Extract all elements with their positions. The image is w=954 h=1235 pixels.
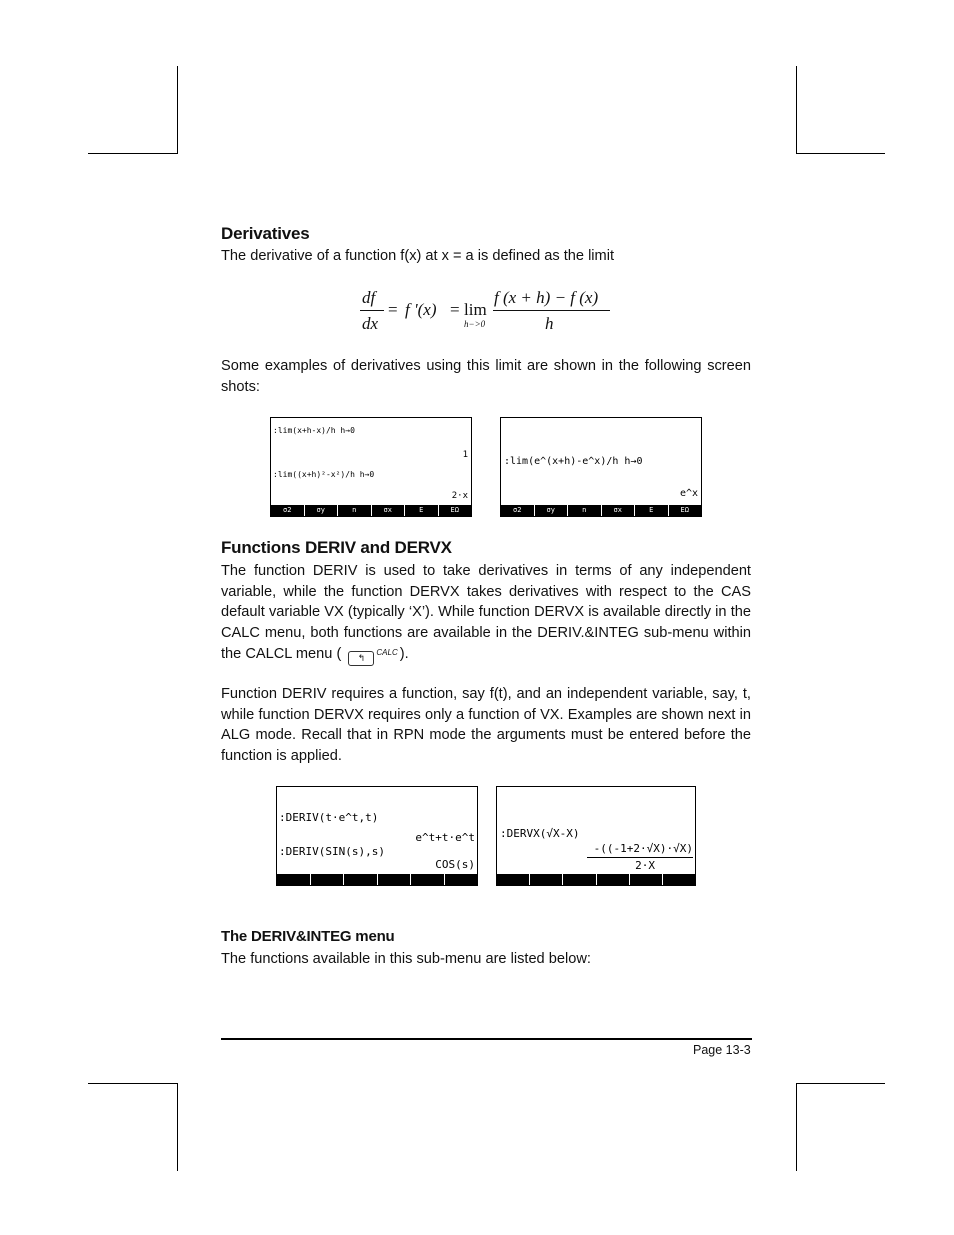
- crop-mark: [797, 153, 885, 154]
- heading-deriv-integ-menu: The DERIV&INTEG menu: [221, 928, 395, 945]
- formula-equals-2: =: [450, 300, 460, 319]
- softkey: σx: [602, 505, 636, 516]
- paragraph-definition: The derivative of a function f(x) at x = a is defined as the limit: [221, 248, 615, 264]
- screen-line-1: :DERVX(√X-X): [500, 827, 580, 840]
- softkey: σx: [372, 505, 406, 516]
- crop-mark: [797, 1083, 885, 1084]
- paragraph-examples: Some examples of derivatives using this limit are shown in the following screen shots:: [221, 358, 751, 395]
- heading-deriv-dervx: Functions DERIV and DERVX: [221, 538, 452, 557]
- softkey: [497, 874, 530, 885]
- calculator-screen-deriv: [276, 786, 478, 886]
- softkey: [563, 874, 596, 885]
- crop-mark: [177, 1083, 178, 1171]
- crop-mark: [796, 66, 797, 154]
- paragraph-deriv-intro: [221, 561, 751, 666]
- screen-result-2: 2·x: [451, 491, 468, 501]
- softkey: E: [405, 505, 439, 516]
- screen-result-1: e^t+t·e^t: [415, 831, 475, 844]
- softkey: σ2: [271, 505, 305, 516]
- softkey: [530, 874, 563, 885]
- softkey-bar: [501, 505, 701, 516]
- formula-denominator: h: [545, 314, 554, 333]
- softkey: σ2: [501, 505, 535, 516]
- crop-mark: [177, 66, 178, 154]
- softkey-bar: [497, 874, 695, 885]
- softkey: [663, 874, 695, 885]
- calculator-screen-limit-right: [500, 417, 702, 517]
- softkey: [344, 874, 378, 885]
- formula-df: df: [362, 288, 376, 307]
- calculator-screen-limit-left: [270, 417, 472, 517]
- softkey: E: [635, 505, 669, 516]
- softkey: [597, 874, 630, 885]
- left-shift-key-icon: ↰: [348, 651, 374, 666]
- softkey: [311, 874, 345, 885]
- screen-line-2: :DERIV(SIN(s),s): [279, 845, 385, 858]
- softkey: σy: [535, 505, 569, 516]
- paragraph-menu: The functions available in this sub-menu are listed below:: [221, 951, 591, 967]
- crop-mark: [88, 1083, 177, 1084]
- screen-result-fraction-bar: [587, 857, 693, 858]
- screen-line-2: :lim((x+h)²-x²)/h h→0: [273, 470, 375, 479]
- page-number: Page 13-3: [693, 1043, 751, 1057]
- softkey: [277, 874, 311, 885]
- paragraph-deriv-intro-text: The function DERIV is used to take derivatives in terms of any independent variable, while the function DERVX takes derivatives with respect to the CAS default variable VX (typically ‘X’). While function DERVX is available directly in the CALC menu, both functions are available in the DERIV.&INTEG sub-menu within the CALCL menu (: [221, 563, 751, 662]
- footer-rule: [221, 1038, 752, 1040]
- softkey-bar: [277, 874, 477, 885]
- screen-result-1: e^x: [679, 488, 698, 499]
- crop-mark: [796, 1083, 797, 1171]
- formula-numerator: f (x + h) − f (x): [494, 288, 599, 307]
- softkey: EΩ: [680, 506, 689, 514]
- formula-equals-1: =: [388, 300, 398, 319]
- derivative-limit-formula: [360, 286, 620, 338]
- screen-line-1: :DERIV(t·e^t,t): [279, 811, 379, 824]
- formula-lim-subscript: h−>0: [464, 319, 486, 329]
- paragraph-deriv-intro-end: ).: [399, 646, 409, 662]
- crop-mark: [88, 153, 177, 154]
- formula-fprime: f '(x): [405, 300, 437, 319]
- formula-lim: lim: [464, 300, 487, 319]
- formula-dx: dx: [362, 314, 379, 333]
- softkey: EΩ: [450, 506, 459, 514]
- screen-line-1: :lim(x+h-x)/h h→0: [273, 426, 355, 435]
- calc-key-label: CALC: [376, 648, 398, 657]
- formula-fraction-bar-left: [360, 310, 384, 311]
- softkey: n: [568, 505, 602, 516]
- softkey-bar: [271, 505, 471, 516]
- softkey: n: [338, 505, 372, 516]
- paragraph-deriv-usage: Function DERIV requires a function, say f(t), and an independent variable, say, t, while function DERVX requires only a function of VX. Examples are shown next in ALG mode. Recall that in RPN mode the arguments must be entered before the function is applied.: [221, 686, 751, 764]
- screen-line-1: :lim(e^(x+h)-e^x)/h h→0: [504, 456, 643, 467]
- screen-result-1: 1: [462, 450, 468, 460]
- calculator-screen-dervx: [496, 786, 696, 886]
- softkey: [630, 874, 663, 885]
- screen-result-numerator: -((-1+2·√X)·√X): [593, 842, 693, 855]
- softkey: σy: [305, 505, 339, 516]
- screen-result-denominator: 2·X: [635, 859, 655, 872]
- screen-result-2: COS(s): [435, 858, 475, 871]
- softkey: [378, 874, 412, 885]
- softkey: [445, 874, 478, 885]
- heading-derivatives: Derivatives: [221, 224, 310, 243]
- softkey: [411, 874, 445, 885]
- formula-fraction-bar-right: [493, 310, 610, 311]
